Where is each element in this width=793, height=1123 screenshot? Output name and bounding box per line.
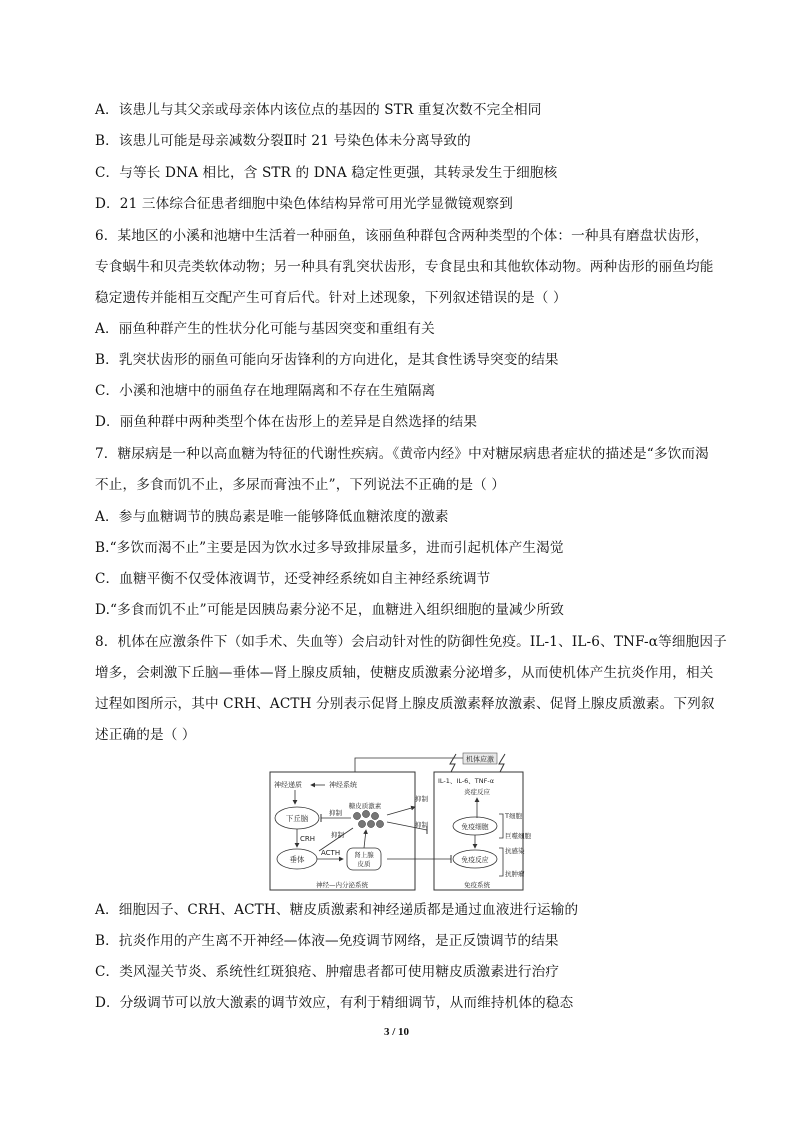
q6-option-a: A．丽鱼种群产生的性状分化可能与基因突变和重组有关 <box>95 321 435 337</box>
q8-stem-line-4: 述正确的是（ ） <box>95 727 196 743</box>
q6-stem-line-2: 专食蜗牛和贝壳类软体动物；另一种具有乳突状齿形，专食昆虫和其他软体动物。两种齿形的丽鱼均能 <box>95 259 714 275</box>
glucocorticoid-label: 糖皮质激素 <box>348 802 382 810</box>
anti-infection-label: 抗感染 <box>505 847 525 855</box>
q7-stem-line-1: 7．糖尿病是一种以高血糖为特征的代谢性疾病。《黄帝内经》中对糖尿病患者症状的描述是“多饮而渴 <box>95 446 709 462</box>
immune-system-caption: 免疫系统 <box>464 881 490 889</box>
q5-option-c: C．与等长 DNA 相比，含 STR 的 DNA 稳定性更强，其转录发生于细胞核 <box>95 165 558 181</box>
anti-tumor-label: 抗肿瘤 <box>505 870 525 878</box>
hypothalamus-label: 下丘脑 <box>285 814 309 823</box>
q6-option-b: B．乳突状齿形的丽鱼可能向牙齿锋利的方向进化，是其食性诱导突变的结果 <box>95 352 559 368</box>
glucocorticoid-molecules <box>353 810 383 827</box>
q8-option-d: D．分级调节可以放大激素的调节效应，有利于精细调节，从而维持机体的稳态 <box>95 995 574 1011</box>
pituitary-label: 垂体 <box>289 855 305 864</box>
q5-option-d: D．21 三体综合征患者细胞中染色体结构异常可用光学显微镜观察到 <box>95 196 513 212</box>
q8-stem-line-2: 增多，会刺激下丘脑—垂体—肾上腺皮质轴，使糖皮质激素分泌增多，从而使机体产生抗炎作用，相关 <box>95 665 714 681</box>
adrenal-label-line-1: 肾上腺 <box>354 851 374 859</box>
q7-option-d: D.“多食而饥不止”可能是因胰岛素分泌不足，血糖进入组织细胞的量减少所致 <box>95 602 565 618</box>
stress-label: 机体应激 <box>466 755 494 764</box>
acth-label: ACTH <box>321 849 341 857</box>
q7-option-b: B.“多饮而渴不止”主要是因为饮水过多导致排尿量多，进而引起机体产生渴觉 <box>95 540 564 556</box>
inhibit-label-pituitary: 抑制 <box>331 831 344 839</box>
neurotransmitter-label: 神经递质 <box>274 781 302 789</box>
q5-option-a: A．该患儿与其父亲或母亲体内该位点的基因的 STR 重复次数不完全相同 <box>95 102 542 118</box>
immune-response-label: 免疫反应 <box>461 856 489 864</box>
q6-option-c: C．小溪和池塘中的丽鱼存在地理隔离和不存在生殖隔离 <box>95 383 436 399</box>
q8-option-b: B．抗炎作用的产生离不开神经—体液—免疫调节网络，是正反馈调节的结果 <box>95 933 559 949</box>
q8-stem-line-3: 过程如图所示，其中 CRH、ACTH 分别表示促肾上腺皮质激素释放激素、促肾上腺皮质激素。下列叙 <box>95 696 715 712</box>
inhibit-label-immune-cells: 抑制 <box>415 821 428 829</box>
regulation-diagram <box>267 752 531 892</box>
q6-option-d: D．丽鱼种群中两种类型个体在齿形上的差异是自然选择的结果 <box>95 414 478 430</box>
neuro-endocrine-caption: 神经—内分泌系统 <box>316 881 368 889</box>
immune-cells-label: 免疫细胞 <box>461 823 489 831</box>
q6-stem-line-3: 稳定遗传并能相互交配产生可育后代。针对上述现象，下列叙述错误的是（ ） <box>95 290 567 306</box>
q8-option-c: C．类风湿关节炎、系统性红斑狼疮、肿瘤患者都可使用糖皮质激素进行治疗 <box>95 964 560 980</box>
q8-stem-line-1: 8．机体在应激条件下（如手术、失血等）会启动针对性的防御性免疫。IL-1、IL-6、TNF-α等细胞因子 <box>95 634 727 650</box>
page-number: 3 / 10 <box>383 1026 410 1038</box>
nervous-system-label: 神经系统 <box>329 781 357 789</box>
q8-option-a: A．细胞因子、CRH、ACTH、糖皮质激素和神经递质都是通过血液进行运输的 <box>95 902 579 918</box>
q7-stem-line-2: 不止，多食而饥不止，多尿而膏浊不止”，下列说法不正确的是（ ） <box>95 477 506 493</box>
inhibit-label-hypothalamus: 抑制 <box>329 809 342 817</box>
crh-label: CRH <box>300 835 316 843</box>
inhibit-label-inflammation: 抑制 <box>415 795 428 803</box>
q6-stem-line-1: 6．某地区的小溪和池塘中生活着一种丽鱼，该丽鱼种群包含两种类型的个体：一种具有磨盘状齿形， <box>95 228 709 244</box>
adrenal-label-line-2: 皮质 <box>357 860 371 868</box>
t-cell-label: T细胞 <box>505 812 522 820</box>
inflammation-label: 炎症反应 <box>464 788 490 796</box>
q7-option-a: A．参与血糖调节的胰岛素是唯一能够降低血糖浓度的激素 <box>95 509 449 525</box>
cytokines-label: IL-1、IL-6、TNF-α <box>438 777 495 785</box>
macrophage-label: 巨噬细胞 <box>505 832 531 840</box>
q5-option-b: B．该患儿可能是母亲减数分裂Ⅱ时 21 号染色体未分离导致的 <box>95 133 471 149</box>
q7-option-c: C．血糖平衡不仅受体液调节，还受神经系统如自主神经系统调节 <box>95 571 491 587</box>
